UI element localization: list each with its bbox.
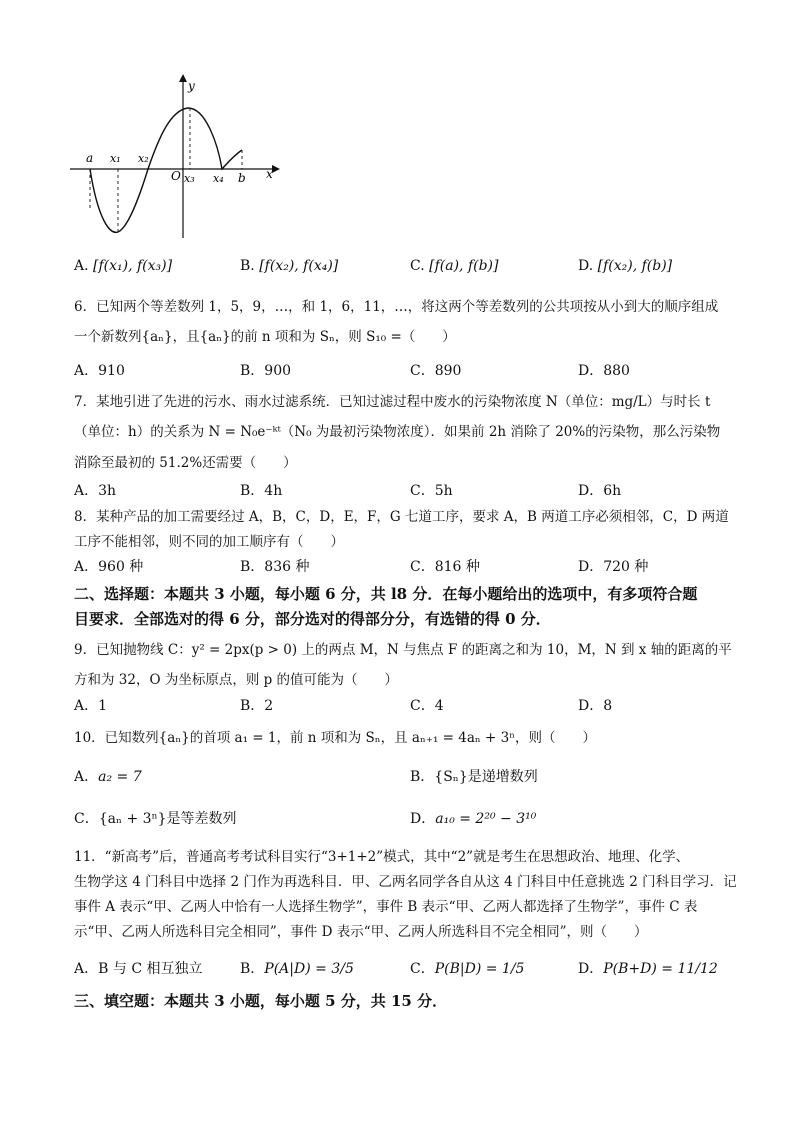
q7-line3: 消除至最初的 51.2%还需要（ ） xyxy=(74,455,297,471)
q7-option-c[interactable]: C．5h xyxy=(410,483,453,499)
q8-option-c[interactable]: C．816 种 xyxy=(410,559,480,575)
q6-line2: 一个新数列{aₙ}，且{aₙ}的前 n 项和为 Sₙ，则 S₁₀ =（ ） xyxy=(74,329,456,345)
x-axis-arrow xyxy=(272,165,280,173)
label-a: a xyxy=(86,151,94,165)
label-O: O xyxy=(171,169,181,183)
q10-option-d[interactable]: D．a₁₀ = 2²⁰ − 3¹⁰ xyxy=(410,811,537,827)
q7-line1: 7．某地引进了先进的污水、雨水过滤系统．已知过滤过程中废水的污染物浓度 N（单位：mg/L）与时长 t xyxy=(74,394,711,410)
q7-option-a[interactable]: A．3h xyxy=(74,483,117,499)
q5-option-b[interactable]: B. [f(x₂), f(x₄)] xyxy=(240,258,339,274)
q9-option-a[interactable]: A．1 xyxy=(74,698,108,714)
q11-option-c[interactable]: C．P(B|D) = 1/5 xyxy=(410,961,525,977)
label-x1: x₁ xyxy=(110,152,121,165)
q11-line1: 11．“新高考”后，普通高考考试科目实行“3+1+2”模式，其中“2”就是考生在思想政治、地理、化学、 xyxy=(74,849,690,865)
q9-line2: 方和为 32，O 为坐标原点，则 p 的值可能为（ ） xyxy=(74,672,399,688)
curve xyxy=(90,108,242,232)
q11-option-a[interactable]: A．B 与 C 相互独立 xyxy=(74,961,203,977)
label-x4: x₄ xyxy=(213,172,224,185)
label-y: y xyxy=(188,79,195,93)
y-axis-arrow xyxy=(179,74,187,82)
q5-option-a[interactable]: A. [f(x₁), f(x₃)] xyxy=(74,258,173,274)
q8-option-a[interactable]: A．960 种 xyxy=(74,559,144,575)
q11-option-b[interactable]: B．P(A|D) = 3/5 xyxy=(240,961,354,977)
q6-option-d[interactable]: D．880 xyxy=(578,363,630,379)
q6-option-c[interactable]: C．890 xyxy=(410,363,462,379)
q8-option-d[interactable]: D．720 种 xyxy=(578,559,649,575)
q10-option-b[interactable]: B．{Sₙ}是递增数列 xyxy=(410,769,538,785)
label-x3: x₃ xyxy=(184,172,195,185)
q6-option-b[interactable]: B．900 xyxy=(240,363,292,379)
q9-option-c[interactable]: C．4 xyxy=(410,698,444,714)
label-b: b xyxy=(238,171,246,185)
q7-option-b[interactable]: B．4h xyxy=(240,483,283,499)
q7-option-d[interactable]: D．6h xyxy=(578,483,622,499)
q7-line2: （单位：h）的关系为 N = N₀e⁻ᵏᵗ（N₀ 为最初污染物浓度）．如果前 2h 消除了 20%的污染物，那么污染物 xyxy=(74,424,721,440)
label-x2: x₂ xyxy=(138,152,149,165)
section3-heading: 三、填空题：本题共 3 小题，每小题 5 分，共 15 分． xyxy=(74,992,448,1010)
q9-option-b[interactable]: B．2 xyxy=(240,698,274,714)
q11-line4: 示“甲、乙两人所选科目完全相同”，事件 D 表示“甲、乙两人所选科目不完全相同”，则（ ） xyxy=(74,924,648,940)
q8-line1: 8．某种产品的加工需要经过 A，B，C，D，E，F，G 七道工序，要求 A，B 两道工序必须相邻，C，D 两道 xyxy=(74,509,729,525)
section2-heading-line2: 目要求．全部选对的得 6 分，部分选对的得部分分，有选错的得 0 分． xyxy=(74,610,551,628)
q6-line1: 6．已知两个等差数列 1，5，9，…，和 1，6，11，…，将这两个等差数列的公共项按从小到大的顺序组成 xyxy=(74,299,719,315)
q11-line2: 生物学这 4 门科目中选择 2 门作为再选科目．甲、乙两名同学各自从这 4 门科目中任意挑选 2 门科目学习．记 xyxy=(74,874,737,890)
section2-heading-line1: 二、选择题：本题共 3 小题，每小题 6 分，共 l8 分．在每小题给出的选项中，有多项符合题 xyxy=(74,585,698,603)
q9-line1: 9．已知抛物线 C：y² = 2px(p > 0) 上的两点 M，N 与焦点 F 的距离之和为 10，M，N 到 x 轴的距离的平 xyxy=(74,642,732,658)
q11-line3: 事件 A 表示“甲、乙两人中恰有一人选择生物学”，事件 B 表示“甲、乙两人都选择了生物学”，事件 C 表 xyxy=(74,899,698,915)
q10-option-c[interactable]: C．{aₙ + 3ⁿ}是等差数列 xyxy=(74,811,237,827)
q6-option-a[interactable]: A．910 xyxy=(74,363,125,379)
label-x: x xyxy=(266,167,273,181)
q8-line2: 工序不能相邻，则不同的加工顺序有（ ） xyxy=(74,534,344,550)
q10-line1: 10．已知数列{aₙ}的首项 a₁ = 1，前 n 项和为 Sₙ，且 aₙ₊₁ = 4aₙ + 3ⁿ，则（ ） xyxy=(74,730,597,746)
q10-option-a[interactable]: A．a₂ = 7 xyxy=(74,769,142,785)
function-graph xyxy=(70,70,290,240)
q5-option-c[interactable]: C. [f(a), f(b)] xyxy=(410,258,499,274)
q5-option-d[interactable]: D. [f(x₂), f(b)] xyxy=(578,258,673,274)
q9-option-d[interactable]: D．8 xyxy=(578,698,613,714)
q11-option-d[interactable]: D．P(B+D) = 11/12 xyxy=(578,961,718,977)
q8-option-b[interactable]: B．836 种 xyxy=(240,559,310,575)
